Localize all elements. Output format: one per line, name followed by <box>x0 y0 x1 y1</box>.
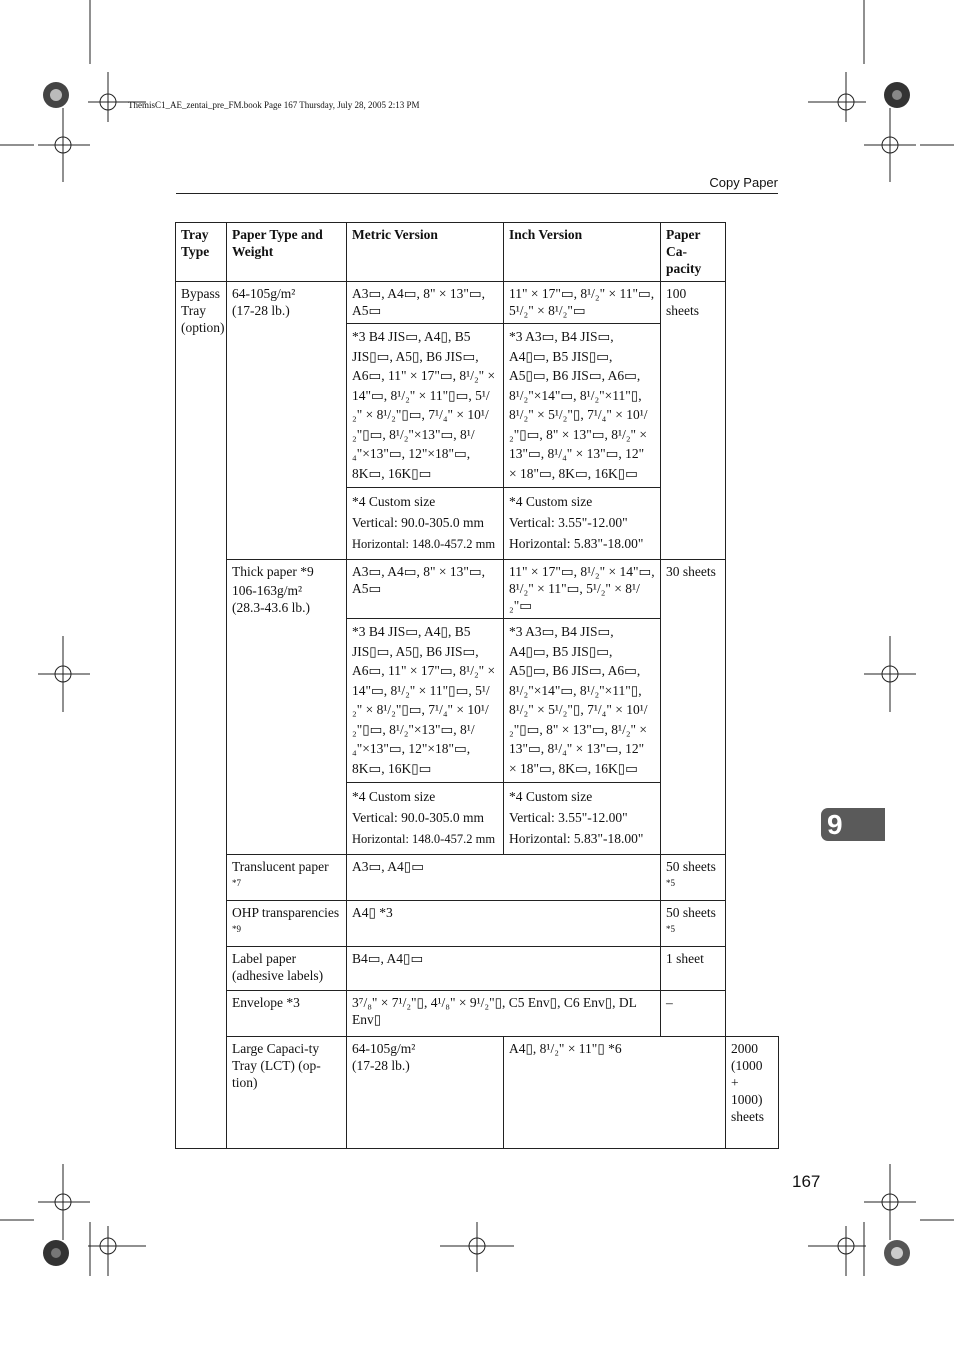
paper-envelope: Envelope *3 <box>227 991 347 1037</box>
table-row <box>176 947 779 991</box>
table-header-row <box>176 223 779 282</box>
table-cell: *3 A3▭, B4 JIS▭, A4▯▭, B5 JIS▯▭, A5▯▭, B6 JIS▭, A6▭, 8¹/₂"×14"▭, 8¹/₂"×11"▯, 8¹/₂" × 5¹/₂"▯, 7¹/₄" × 10¹/₂"▯▭, 8" × 13"▭, 8¹/₂" × 13"▭, 8¹/₄" × 13"▭, 12" × 18"▭, 8K▭, 16K▯▭ <box>504 619 661 783</box>
table-cell: B4▭, A4▯▭ <box>347 947 661 991</box>
capacity-cell: 2000 (1000 + 1000) sheets <box>726 1037 779 1149</box>
tray-lct: Large Capaci-ty Tray (LCT) (op-tion) <box>227 1037 347 1149</box>
custom-size-inch <box>504 783 661 855</box>
paper-weight: 106-163g/m² <box>232 583 303 598</box>
table-row <box>176 855 779 901</box>
paper-ohp <box>227 901 347 947</box>
tray-bypass: Bypass Tray (option) <box>176 282 227 1149</box>
footnote-ref: *7 <box>232 878 241 888</box>
paper-name: OHP transparencies <box>232 905 340 920</box>
table-cell: 11" × 17"▭, 8¹/₂" × 11"▭, 5¹/₂" × 8¹/₂"▭ <box>504 282 661 324</box>
paper-plain <box>227 282 347 560</box>
capacity-value: 50 sheets <box>666 859 716 874</box>
header-paper-type: Paper Type and Weight <box>227 223 347 282</box>
footnote-ref: *5 <box>666 924 675 934</box>
footnote-ref: *9 <box>232 924 241 934</box>
paper-weight: 64-105g/m² <box>352 1041 416 1056</box>
table-cell: A4▯, 8¹/₂" × 11"▯ *6 <box>504 1037 726 1149</box>
custom-label: *4 Custom size <box>352 789 436 804</box>
table-cell: A3▭, A4▭, 8" × 13"▭, A5▭ <box>347 560 504 619</box>
paper-label: Label paper (adhesive labels) <box>227 947 347 991</box>
vertical-range: Vertical: 3.55"-12.00" <box>509 515 628 530</box>
vertical-range: Vertical: 90.0-305.0 mm <box>352 515 484 530</box>
table-cell: *3 B4 JIS▭, A4▯, B5 JIS▯▭, A5▯, B6 JIS▭, A6▭, 11" × 17"▭, 8¹/₂" × 14"▭, 8¹/₂" × 11"▯▭, 5¹/₂" × 8¹/₂"▯▭, 7¹/₄" × 10¹/₂"▯▭, 8¹/₂"×13"▭, 8¹/₄"×13"▭, 12"×18"▭, 8K▭, 16K▯▭ <box>347 324 504 488</box>
header-inch: Inch Version <box>504 223 661 282</box>
capacity-cell <box>661 901 726 947</box>
paper-name: Thick paper *9 <box>232 564 314 579</box>
capacity-cell: 1 sheet <box>661 947 726 991</box>
paper-lct <box>347 1037 504 1149</box>
horizontal-range: Horizontal: 148.0-457.2 mm <box>352 832 496 846</box>
paper-weight-lb: (17-28 lb.) <box>352 1058 410 1073</box>
table-cell: 11" × 17"▭, 8¹/₂" × 14"▭, 8¹/₂" × 11"▭, 5¹/₂" × 8¹/₂"▭ <box>504 560 661 619</box>
header-capacity: Paper Ca-pacity <box>661 223 726 282</box>
custom-label: *4 Custom size <box>509 494 593 509</box>
table-cell: A3▭, A4▯▭ <box>347 855 661 901</box>
header-rule <box>176 193 778 194</box>
custom-label: *4 Custom size <box>352 494 436 509</box>
custom-size-metric <box>347 783 504 855</box>
custom-size-metric <box>347 488 504 560</box>
vertical-range: Vertical: 90.0-305.0 mm <box>352 810 484 825</box>
header-tray-type: Tray Type <box>176 223 227 282</box>
running-title: Copy Paper <box>709 175 778 190</box>
table-row <box>176 901 779 947</box>
horizontal-range: Horizontal: 5.83"-18.00" <box>509 536 644 551</box>
table-row <box>176 991 779 1037</box>
paper-spec-table <box>175 222 779 1149</box>
custom-label: *4 Custom size <box>509 789 593 804</box>
paper-weight-lb: (28.3-43.6 lb.) <box>232 600 310 615</box>
footnote-ref: *5 <box>666 878 675 888</box>
table-cell: 3⁷/₈" × 7¹/₂"▯, 4¹/₈" × 9¹/₂"▯, C5 Env▯, C6 Env▯, DL Env▯ <box>347 991 661 1037</box>
capacity-cell: 100 sheets <box>661 282 726 560</box>
table-row <box>176 282 779 324</box>
header-metric: Metric Version <box>347 223 504 282</box>
paper-name: Translucent paper <box>232 859 329 874</box>
chapter-tab: 9 <box>821 808 885 841</box>
table-cell: A4▯ *3 <box>347 901 661 947</box>
paper-weight: 64-105g/m² <box>232 286 296 301</box>
page-number: 167 <box>792 1172 821 1191</box>
capacity-value: 50 sheets <box>666 905 716 920</box>
paper-thick <box>227 560 347 855</box>
table-row <box>176 1037 779 1149</box>
table-cell: *3 B4 JIS▭, A4▯, B5 JIS▯▭, A5▯, B6 JIS▭, A6▭, 11" × 17"▭, 8¹/₂" × 14"▭, 8¹/₂" × 11"▯▭, 5¹/₂" × 8¹/₂"▯▭, 7¹/₄" × 10¹/₂"▯▭, 8¹/₂"×13"▭, 8¹/₄"×13"▭, 12"×18"▭, 8K▭, 16K▯▭ <box>347 619 504 783</box>
table-cell: A3▭, A4▭, 8" × 13"▭, A5▭ <box>347 282 504 324</box>
table-cell: *3 A3▭, B4 JIS▭, A4▯▭, B5 JIS▯▭, A5▯▭, B6 JIS▭, A6▭, 8¹/₂"×14"▭, 8¹/₂"×11"▯, 8¹/₂" × 5¹/₂"▯, 7¹/₄" × 10¹/₂"▯▭, 8" × 13"▭, 8¹/₂" × 13"▭, 8¹/₄" × 13"▭, 12" × 18"▭, 8K▭, 16K▯▭ <box>504 324 661 488</box>
table-row <box>176 560 779 619</box>
print-note: ThemisC1_AE_zentai_pre_FM.book Page 167 Thursday, July 28, 2005 2:13 PM <box>128 100 420 110</box>
horizontal-range: Horizontal: 148.0-457.2 mm <box>352 537 496 551</box>
vertical-range: Vertical: 3.55"-12.00" <box>509 810 628 825</box>
paper-weight-lb: (17-28 lb.) <box>232 303 290 318</box>
capacity-cell: 30 sheets <box>661 560 726 855</box>
horizontal-range: Horizontal: 5.83"-18.00" <box>509 831 644 846</box>
custom-size-inch <box>504 488 661 560</box>
capacity-cell: – <box>661 991 726 1037</box>
paper-translucent <box>227 855 347 901</box>
capacity-cell <box>661 855 726 901</box>
